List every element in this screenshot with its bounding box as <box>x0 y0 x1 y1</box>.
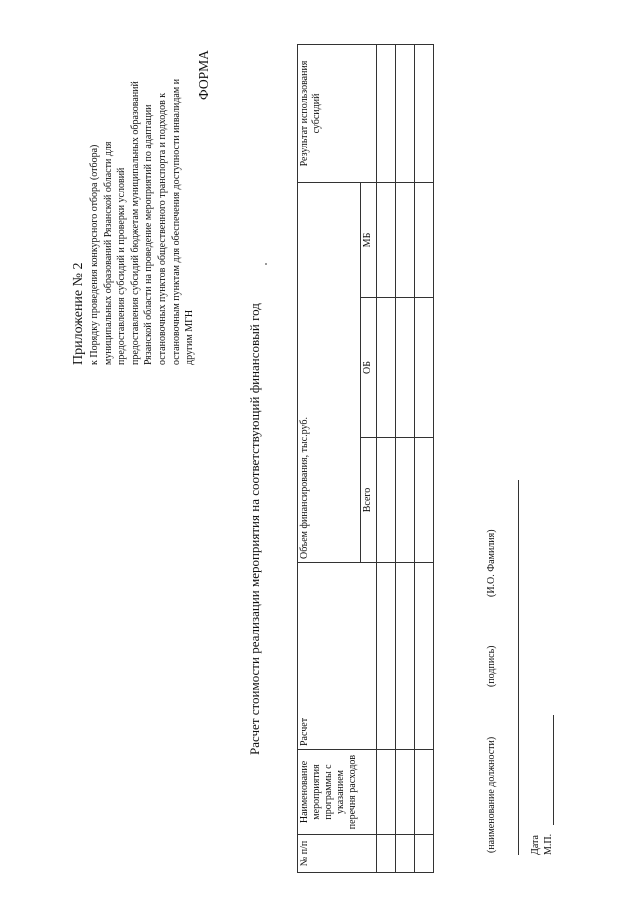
scan-speck <box>265 263 267 265</box>
header-measure-name: Наименование мероприятия программы с указанием перечня расходов <box>298 750 377 835</box>
page-title: Расчет стоимости реализации мероприятия на соответствующий финансовый год <box>247 303 262 755</box>
date-label: Дата <box>530 835 541 855</box>
table-cell <box>415 182 434 297</box>
header-mb: МБ <box>361 182 377 297</box>
appendix-block <box>70 25 197 365</box>
table-cell <box>396 835 415 873</box>
name-underline <box>518 517 519 597</box>
form-label: ФОРМА <box>196 50 211 100</box>
table-cell <box>377 182 396 297</box>
table-cell <box>377 298 396 438</box>
header-result: Результат использования субсидий <box>298 44 377 182</box>
table-cell <box>396 438 415 563</box>
appendix-line: остановочных пунктов общественного транспорта и подходов к <box>156 92 168 365</box>
table-cell <box>415 298 434 438</box>
cost-calculation-table <box>297 44 434 873</box>
table-cell <box>377 750 396 835</box>
header-calculation: Расчет <box>298 563 377 750</box>
signature-sign-caption: (подпись) <box>486 645 497 687</box>
table-row <box>415 44 434 872</box>
header-number: № п/п <box>298 835 377 873</box>
appendix-line: предоставления субсидий бюджетам муниципальных образований <box>129 81 141 365</box>
table-cell <box>377 563 396 750</box>
table-cell <box>415 438 434 563</box>
date-underline <box>553 715 554 825</box>
table-cell <box>396 44 415 182</box>
table-cell <box>415 835 434 873</box>
signature-position-caption: (наименование должности) <box>486 736 497 853</box>
header-ob: ОБ <box>361 298 377 438</box>
table-cell <box>415 44 434 182</box>
table-cell <box>377 44 396 182</box>
appendix-line: другим МГН <box>184 309 196 365</box>
table-row <box>377 44 396 872</box>
appendix-line: Рязанской области на проведение мероприятий по адаптации <box>143 104 155 365</box>
table-cell <box>396 750 415 835</box>
appendix-line: остановочным пунктам для обеспечения доступности инвалидам и <box>170 78 182 365</box>
table-cell <box>396 298 415 438</box>
stamp-label: М.П. <box>543 833 554 855</box>
table-cell <box>377 438 396 563</box>
appendix-title: Приложение № 2 <box>71 262 86 365</box>
header-row <box>298 44 361 872</box>
header-funding: Объем финансирования, тыс.руб. <box>298 182 361 562</box>
table-row <box>396 44 415 872</box>
table-cell <box>377 835 396 873</box>
appendix-line: муниципальных образований Рязанской области для <box>102 141 114 365</box>
table-cell <box>396 182 415 297</box>
appendix-line: предоставления субсидий и проверки условий <box>116 167 128 365</box>
signature-name-caption: (И.О. Фамилия) <box>486 529 497 597</box>
table-cell <box>415 750 434 835</box>
table-cell <box>396 563 415 750</box>
table-cell <box>415 563 434 750</box>
header-total: Всего <box>361 438 377 563</box>
appendix-line: к Порядку проведения конкурсного отбора (отбора) <box>89 144 100 365</box>
